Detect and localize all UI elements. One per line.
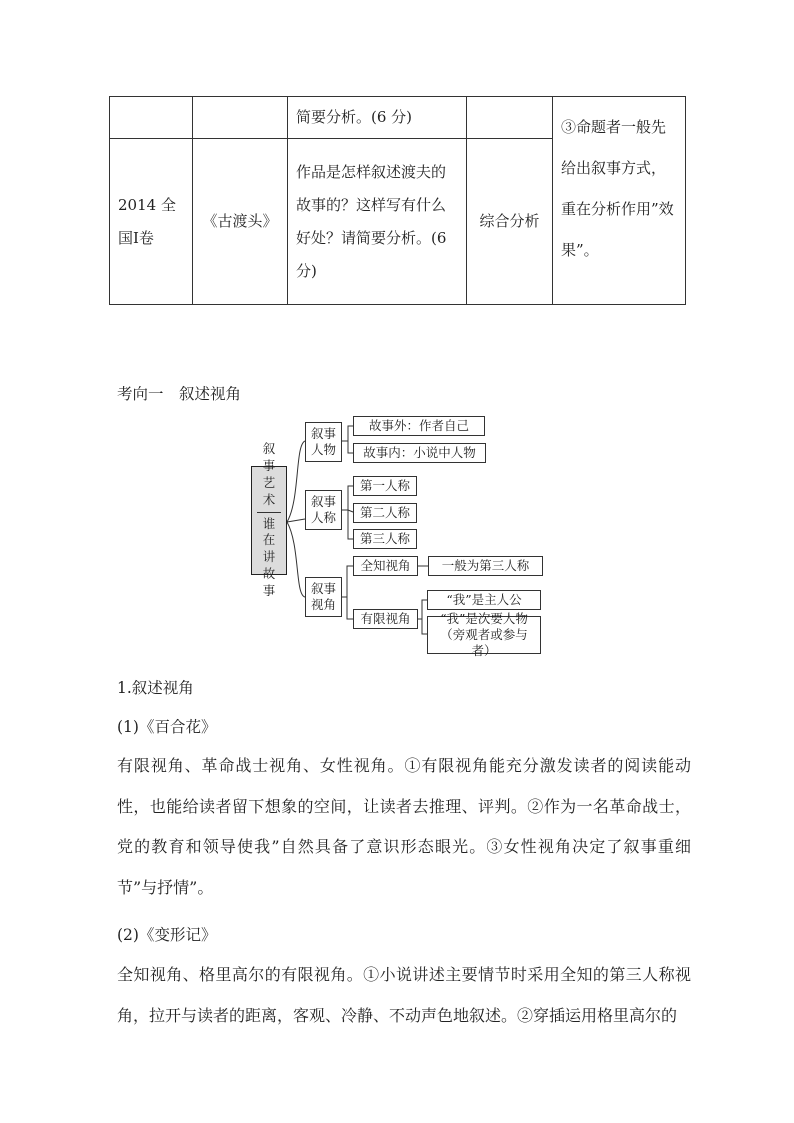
- mindmap-leaf: 故事外：作者自己: [353, 416, 485, 436]
- sub-heading: 1.叙述视角: [117, 679, 194, 697]
- section-heading: 考向一 叙述视角: [117, 385, 242, 403]
- table-cell-question-cont: 简要分析。(6 分): [288, 97, 467, 139]
- mindmap-root: [251, 441, 287, 599]
- mindmap-leaf: “我”是主人公: [427, 590, 541, 610]
- connector: [287, 522, 305, 597]
- mindmap-node-group-2: 叙事人称: [305, 490, 342, 530]
- mindmap-leaf: 一般为第三人称: [428, 556, 543, 576]
- item-1-text: 有限视角、革命战士视角、女性视角。①有限视角能充分激发读者的阅读能动性，也能给读者留下想象的空间，让读者去推理、评判。②作为一名革命战士，党的教育和领导使我”自然具备了意识形态眼光。③女性视角决定了叙事重细节”与抒情”。: [117, 756, 691, 897]
- item-2-title: (2)《变形记》: [117, 926, 217, 944]
- connector: [342, 486, 353, 510]
- mindmap-node-limited: 有限视角: [353, 609, 418, 629]
- table-cell-year: 2014 全国Ⅰ卷: [110, 139, 193, 305]
- mindmap-leaf: 第二人称: [353, 503, 417, 523]
- mindmap-node-group-3: 叙事视角: [305, 577, 342, 617]
- connector: [287, 441, 305, 522]
- connector: [342, 426, 353, 441]
- root-top-label: 叙事艺术: [262, 441, 276, 507]
- mindmap-leaf: 故事内：小说中人物: [353, 443, 486, 463]
- table-cell-tip: ③命题者一般先给出叙事方式，重在分析作用”效果”。: [553, 97, 686, 305]
- table-cell-work: 《古渡头》: [193, 139, 288, 305]
- root-bottom-label: 谁在讲故事: [262, 515, 276, 599]
- connector: [418, 600, 427, 619]
- connector: [287, 519, 305, 522]
- item-1-title: (1)《百合花》: [117, 718, 217, 736]
- mindmap-leaf: 第三人称: [353, 529, 417, 549]
- table-cell-question: 作品是怎样叙述渡夫的故事的？这样写有什么好处？请简要分析。(6分): [288, 139, 467, 305]
- mindmap-node-group-1: 叙事人物: [305, 422, 342, 462]
- root-divider: [257, 512, 281, 513]
- connector: [342, 566, 353, 597]
- item-2-text: 全知视角、格里高尔的有限视角。①小说讲述主要情节时采用全知的第三人称视角，拉开与读者的距离，客观、冷静、不动声色地叙述。②穿插运用格里高尔的: [117, 965, 691, 1025]
- mindmap-leaf: 第一人称: [353, 476, 417, 496]
- table-cell-type: 综合分析: [467, 139, 553, 305]
- mindmap-node-omniscient: 全知视角: [353, 556, 418, 576]
- mindmap-leaf: “我”是次要人物（旁观者或参与者）: [427, 616, 541, 654]
